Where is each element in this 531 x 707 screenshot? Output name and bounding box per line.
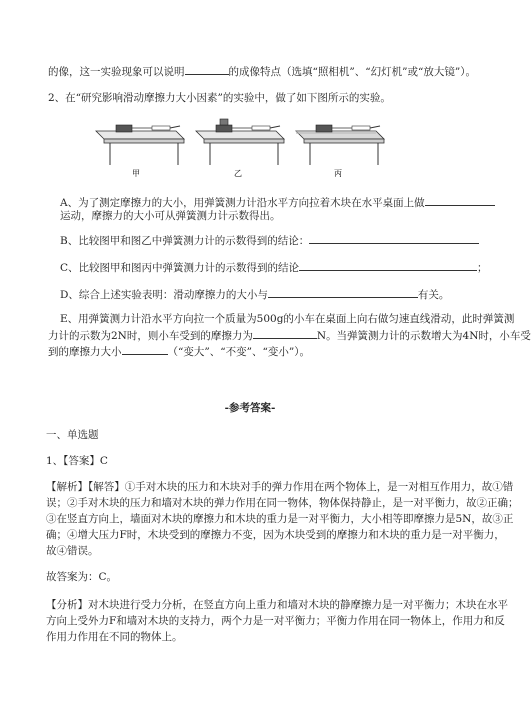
- answer-blank: [185, 64, 229, 75]
- explanation-line: ③在竖直方向上，墙面对木块的摩擦力和木块的重力是一对平衡力，大小相等即摩擦力是5N，故③正: [46, 513, 514, 525]
- part-a-line1: A、为了测定摩擦力的大小，用弹簧测力计沿水平方向拉着木块在水平桌面上做: [60, 195, 495, 210]
- figure-label-jia: 甲: [132, 169, 140, 178]
- answer-1: 1、【答案】C: [46, 455, 108, 467]
- question-2-intro: 2、在“研究影响滑动摩擦力大小因素”的实验中，做了如下图所示的实验。: [48, 92, 391, 104]
- part-a-line2: 运动，摩擦力的大小可从弹簧测力计示数得出。: [60, 210, 281, 222]
- part-c: C、比较图甲和图丙中弹簧测力计的示数得到的结论 ；: [60, 262, 488, 274]
- experiment-figure: [92, 113, 392, 179]
- figure-label-bing: 丙: [334, 169, 342, 178]
- setup-bing: [296, 125, 384, 165]
- question-line: 的像，这一实验现象可以说明 的成像特点（选填“照相机”、“幻灯机”或“放大镜”）。: [48, 66, 476, 78]
- explanation-line: 故④错误。: [46, 545, 99, 557]
- explanation-line: 误；②手对木块的压力和墙对木块的弹力作用在同一物体，物体保持静止，是一对平衡力，故②正确；: [46, 497, 519, 509]
- analysis-line: 作用力作用在不同的物体上。: [46, 631, 183, 643]
- part-e-line1: E、用弹簧测力计沿水平方向拉一个质量为500g的小车在桌面上向右做匀速直线滑动，此时弹簧测: [60, 313, 515, 325]
- part-e-line2: 力计的示数为2N时，则小车受到的摩擦力为 N。当弹簧测力计的示数增大为4N时，小车受: [48, 330, 531, 342]
- part-b: B、比较图甲和图乙中弹簧测力计的示数得到的结论：: [60, 233, 479, 248]
- section-title: 一、单选题: [46, 429, 99, 441]
- analysis-line: 【分析】对木块进行受力分析，在竖直方向上重力和墙对木块的静摩擦力是一对平衡力；木块在水平: [46, 599, 508, 611]
- answer-blank: [309, 233, 479, 244]
- part-e-line3: 到的摩擦力大小 （“变大”、“不变”、“变小”）。: [48, 346, 310, 358]
- explanation-line: 确；④增大压力F时，木块受到的摩擦力不变，因为木块受到的摩擦力和木块的重力是一对平衡力，: [46, 529, 505, 541]
- part-d: D、综合上述实验表明：滑动摩擦力的大小与 有关。: [60, 289, 450, 301]
- analysis-line: 方向上受外力F和墙对木块的支持力，两个力是一对平衡力；平衡力作用在同一物体上，作用力和反: [46, 615, 505, 627]
- answer-blank: [299, 260, 477, 271]
- answer-blank: [268, 287, 418, 298]
- answer-blank: [425, 195, 495, 206]
- answer-blank: [122, 344, 168, 355]
- figure-label-yi: 乙: [234, 169, 242, 178]
- answer-blank: [253, 328, 317, 339]
- setup-yi: [196, 119, 284, 165]
- conclusion: 故答案为：C。: [46, 571, 118, 583]
- setup-jia: [96, 125, 184, 165]
- explanation-line: 【解析】【解答】①手对木块的压力和木块对手的弹力作用在两个物体上，是一对相互作用力，故①错: [46, 481, 514, 493]
- answer-key-heading: -参考答案-: [224, 402, 276, 414]
